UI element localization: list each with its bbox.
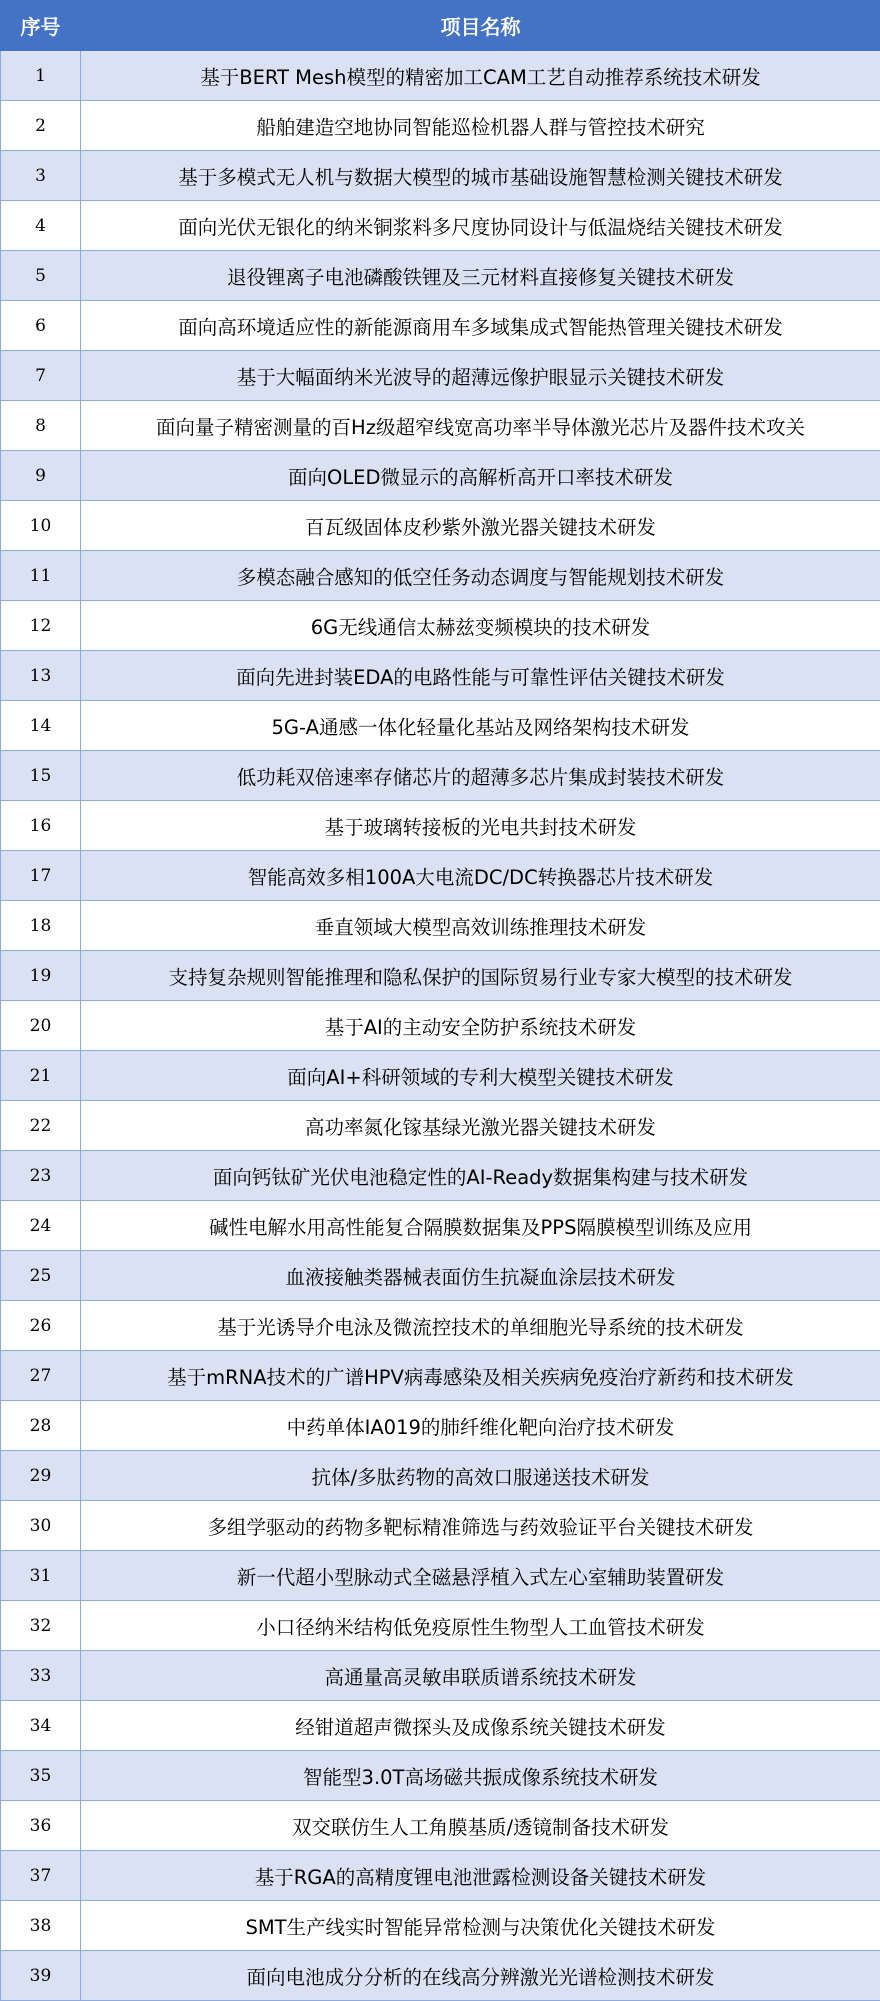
project-name-cell: 高通量高灵敏串联质谱系统技术研发 [81,1651,880,1701]
table-row [1,101,880,151]
project-name-cell: 多组学驱动的药物多靶标精准筛选与药效验证平台关键技术研发 [81,1501,880,1551]
project-name-cell: SMT生产线实时智能异常检测与决策优化关键技术研发 [81,1901,880,1951]
header-row [1,1,880,51]
table-row [1,501,880,551]
project-name-cell: 面向量子精密测量的百Hz级超窄线宽高功率半导体激光芯片及器件技术攻关 [81,401,880,451]
row-index-cell: 2 [1,101,81,151]
project-name-cell: 小口径纳米结构低免疫原性生物型人工血管技术研发 [81,1601,880,1651]
project-name-cell: 低功耗双倍速率存储芯片的超薄多芯片集成封装技术研发 [81,751,880,801]
column-header-index: 序号 [1,1,81,51]
table-row [1,1101,880,1151]
table-row [1,751,880,801]
table-row [1,1451,880,1501]
table-row [1,1301,880,1351]
project-name-cell: 基于光诱导介电泳及微流控技术的单细胞光导系统的技术研发 [81,1301,880,1351]
project-name-cell: 支持复杂规则智能推理和隐私保护的国际贸易行业专家大模型的技术研发 [81,951,880,1001]
row-index-cell: 8 [1,401,81,451]
project-name-cell: 新一代超小型脉动式全磁悬浮植入式左心室辅助装置研发 [81,1551,880,1601]
row-index-cell: 24 [1,1201,81,1251]
table-row [1,551,880,601]
table-row [1,1001,880,1051]
row-index-cell: 35 [1,1751,81,1801]
project-name-cell: 基于BERT Mesh模型的精密加工CAM工艺自动推荐系统技术研发 [81,51,880,101]
project-name-cell: 面向AI+科研领域的专利大模型关键技术研发 [81,1051,880,1101]
table-row [1,1201,880,1251]
project-name-cell: 多模态融合感知的低空任务动态调度与智能规划技术研发 [81,551,880,601]
project-name-cell: 6G无线通信太赫兹变频模块的技术研发 [81,601,880,651]
table-row [1,1251,880,1301]
table-row [1,451,880,501]
project-name-cell: 百瓦级固体皮秒紫外激光器关键技术研发 [81,501,880,551]
project-name-cell: 基于RGA的高精度锂电池泄露检测设备关键技术研发 [81,1851,880,1901]
project-name-cell: 面向电池成分分析的在线高分辨激光光谱检测技术研发 [81,1951,880,2001]
table-row [1,1951,880,2001]
row-index-cell: 16 [1,801,81,851]
table-row [1,601,880,651]
project-name-cell: 中药单体IA019的肺纤维化靶向治疗技术研发 [81,1401,880,1451]
table-row [1,1051,880,1101]
row-index-cell: 36 [1,1801,81,1851]
project-name-cell: 抗体/多肽药物的高效口服递送技术研发 [81,1451,880,1501]
project-name-cell: 船舶建造空地协同智能巡检机器人群与管控技术研究 [81,101,880,151]
row-index-cell: 5 [1,251,81,301]
project-name-cell: 高功率氮化镓基绿光激光器关键技术研发 [81,1101,880,1151]
row-index-cell: 23 [1,1151,81,1201]
project-name-cell: 双交联仿生人工角膜基质/透镜制备技术研发 [81,1801,880,1851]
table-row [1,701,880,751]
table-row [1,1601,880,1651]
project-name-cell: 血液接触类器械表面仿生抗凝血涂层技术研发 [81,1251,880,1301]
table-header [1,1,880,51]
table-row [1,1751,880,1801]
table-body [1,51,880,2001]
project-name-cell: 基于AI的主动安全防护系统技术研发 [81,1001,880,1051]
row-index-cell: 9 [1,451,81,501]
row-index-cell: 13 [1,651,81,701]
row-index-cell: 18 [1,901,81,951]
table-row [1,1351,880,1401]
row-index-cell: 12 [1,601,81,651]
table-row [1,851,880,901]
row-index-cell: 6 [1,301,81,351]
project-name-cell: 垂直领域大模型高效训练推理技术研发 [81,901,880,951]
row-index-cell: 27 [1,1351,81,1401]
row-index-cell: 21 [1,1051,81,1101]
row-index-cell: 15 [1,751,81,801]
row-index-cell: 34 [1,1701,81,1751]
table-row [1,1801,880,1851]
project-name-cell: 碱性电解水用高性能复合隔膜数据集及PPS隔膜模型训练及应用 [81,1201,880,1251]
project-name-cell: 面向光伏无银化的纳米铜浆料多尺度协同设计与低温烧结关键技术研发 [81,201,880,251]
row-index-cell: 4 [1,201,81,251]
table-row [1,51,880,101]
table-row [1,951,880,1001]
table-row [1,1901,880,1951]
table-row [1,1551,880,1601]
table-row [1,1701,880,1751]
table-row [1,401,880,451]
row-index-cell: 37 [1,1851,81,1901]
project-name-cell: 基于mRNA技术的广谱HPV病毒感染及相关疾病免疫治疗新药和技术研发 [81,1351,880,1401]
row-index-cell: 3 [1,151,81,201]
row-index-cell: 1 [1,51,81,101]
row-index-cell: 10 [1,501,81,551]
row-index-cell: 30 [1,1501,81,1551]
row-index-cell: 26 [1,1301,81,1351]
row-index-cell: 31 [1,1551,81,1601]
table-row [1,301,880,351]
project-name-cell: 面向OLED微显示的高解析高开口率技术研发 [81,451,880,501]
table-row [1,801,880,851]
row-index-cell: 22 [1,1101,81,1151]
table-row [1,1151,880,1201]
table-row [1,901,880,951]
row-index-cell: 17 [1,851,81,901]
table-row [1,1401,880,1451]
row-index-cell: 39 [1,1951,81,2001]
row-index-cell: 29 [1,1451,81,1501]
row-index-cell: 20 [1,1001,81,1051]
project-name-cell: 基于多模式无人机与数据大模型的城市基础设施智慧检测关键技术研发 [81,151,880,201]
row-index-cell: 38 [1,1901,81,1951]
project-name-cell: 基于玻璃转接板的光电共封技术研发 [81,801,880,851]
project-name-cell: 智能型3.0T高场磁共振成像系统技术研发 [81,1751,880,1801]
row-index-cell: 11 [1,551,81,601]
table-row [1,201,880,251]
project-name-cell: 5G-A通感一体化轻量化基站及网络架构技术研发 [81,701,880,751]
row-index-cell: 32 [1,1601,81,1651]
row-index-cell: 7 [1,351,81,401]
table-row [1,1501,880,1551]
project-name-cell: 基于大幅面纳米光波导的超薄远像护眼显示关键技术研发 [81,351,880,401]
column-header-project-name: 项目名称 [81,1,880,51]
table-row [1,1851,880,1901]
row-index-cell: 33 [1,1651,81,1701]
row-index-cell: 25 [1,1251,81,1301]
table-row [1,1651,880,1701]
project-name-cell: 面向先进封装EDA的电路性能与可靠性评估关键技术研发 [81,651,880,701]
project-name-cell: 经钳道超声微探头及成像系统关键技术研发 [81,1701,880,1751]
table-row [1,351,880,401]
project-name-cell: 面向高环境适应性的新能源商用车多域集成式智能热管理关键技术研发 [81,301,880,351]
table-row [1,151,880,201]
project-name-cell: 面向钙钛矿光伏电池稳定性的AI-Ready数据集构建与技术研发 [81,1151,880,1201]
project-name-cell: 智能高效多相100A大电流DC/DC转换器芯片技术研发 [81,851,880,901]
row-index-cell: 14 [1,701,81,751]
table-row [1,651,880,701]
table-row [1,251,880,301]
project-name-cell: 退役锂离子电池磷酸铁锂及三元材料直接修复关键技术研发 [81,251,880,301]
row-index-cell: 19 [1,951,81,1001]
row-index-cell: 28 [1,1401,81,1451]
